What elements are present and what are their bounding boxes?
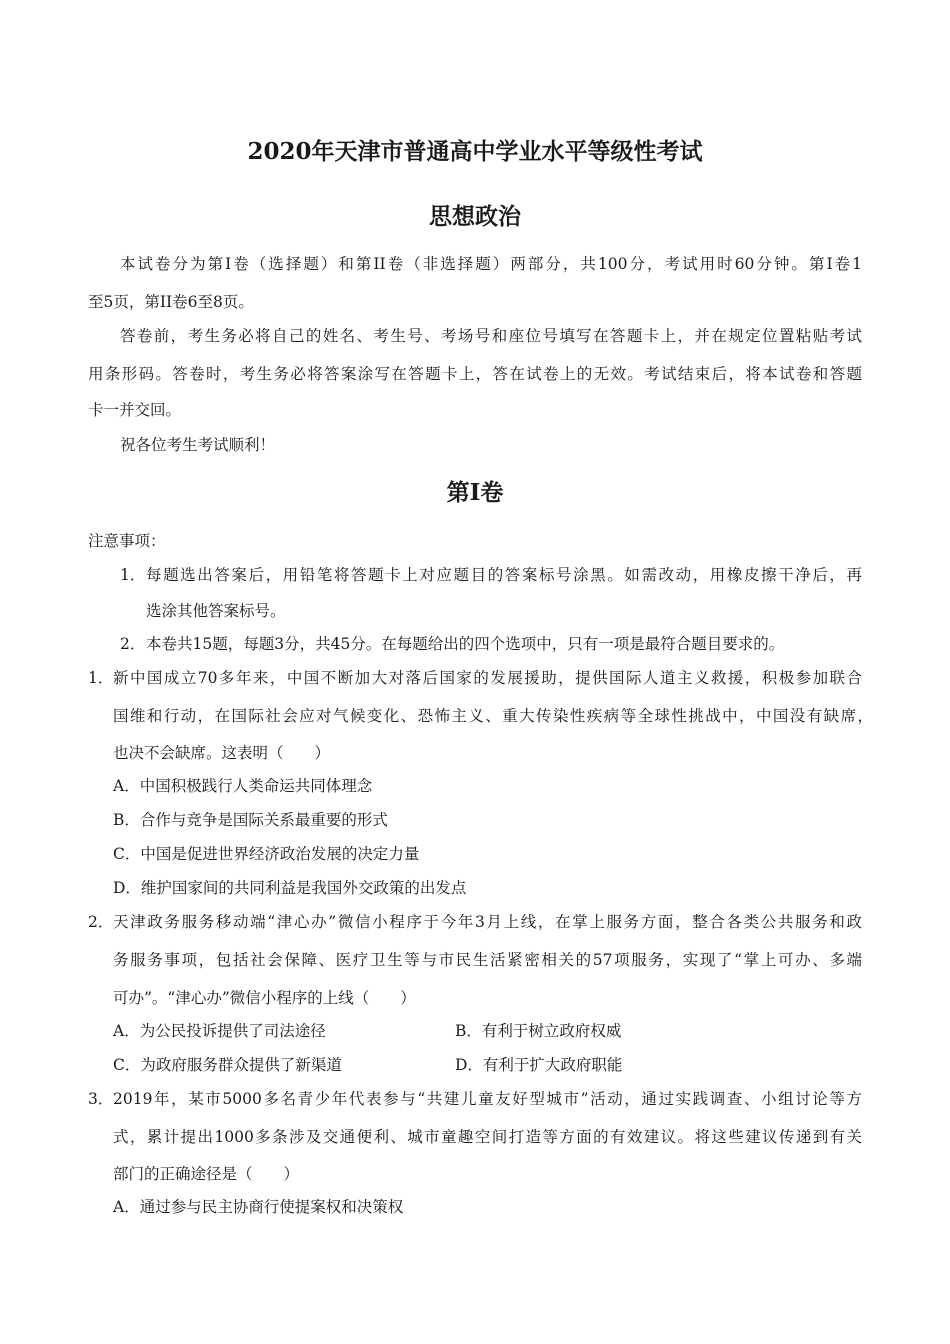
question-3-line-2: 式，累计提出1000多条涉及交通便利、城市童趣空间打造等方面的有效建议。将这些建议传递到有关 — [113, 1128, 862, 1146]
question-1-line-1: 新中国成立70多年来，中国不断加大对落后国家的发展援助，提供国际人道主义救援，积极参加联合 — [113, 669, 862, 687]
question-2-option-a: A．为公民投诉提供了司法途径 — [113, 1022, 326, 1040]
question-2-line-2: 务服务事项，包括社会保障、医疗卫生等与市民生活紧密相关的57项服务，实现了“掌上可办、多端 — [113, 951, 862, 969]
question-2-option-c: C．为政府服务群众提供了新渠道 — [113, 1056, 342, 1074]
question-3-option-a: A．通过参与民主协商行使提案权和决策权 — [113, 1198, 404, 1216]
intro-paragraph-1-line-1: 本试卷分为第I卷（选择题）和第II卷（非选择题）两部分，共100分，考试用时60分钟。第I卷1 — [120, 255, 862, 273]
exam-title: 2020年天津市普通高中学业水平等级性考试 — [247, 138, 703, 165]
intro-paragraph-2-line-1: 答卷前，考生务必将自己的姓名、考生号、考场号和座位号填写在答题卡上，并在规定位置粘贴考试 — [120, 327, 862, 345]
note-2-line-1: 本卷共15题，每题3分，共45分。在每题给出的四个选项中，只有一项是最符合题目要求的。 — [146, 635, 785, 653]
section-title: 第I卷 — [446, 479, 504, 506]
intro-paragraph-2-line-3: 卡一并交回。 — [88, 401, 182, 419]
intro-paragraph-2-line-2: 用条形码。答卷时，考生务必将答案涂写在答题卡上，答在试卷上的无效。考试结束后，将本试卷和答题 — [88, 365, 862, 383]
question-2-option-b: B．有利于树立政府权威 — [455, 1022, 622, 1040]
question-3-number: 3． — [88, 1090, 114, 1108]
note-1-number: 1． — [120, 566, 146, 584]
question-1-option-c: C．中国是促进世界经济政治发展的决定力量 — [113, 845, 420, 863]
question-1-option-b: B．合作与竞争是国际关系最重要的形式 — [113, 811, 388, 829]
notes-label: 注意事项： — [88, 532, 166, 550]
question-1-option-a: A．中国积极践行人类命运共同体理念 — [113, 777, 373, 795]
question-3-line-1: 2019年，某市5000多名青少年代表参与“共建儿童友好型城市”活动，通过实践调查、小组讨论等方 — [113, 1090, 862, 1108]
question-1-line-3: 也决不会缺席。这表明（ ） — [113, 744, 331, 762]
question-1-option-d: D．维护国家间的共同利益是我国外交政策的出发点 — [113, 879, 467, 897]
question-1-line-2: 国维和行动，在国际社会应对气候变化、恐怖主义、重大传染性疾病等全球性挑战中，中国没有缺席， — [113, 707, 873, 725]
note-1-line-1: 每题选出答案后，用铅笔将答题卡上对应题目的答案标号涂黑。如需改动，用橡皮擦干净后，再 — [146, 566, 862, 584]
intro-paragraph-1-line-2: 至5页，第II卷6至8页。 — [88, 293, 254, 311]
note-2-number: 2． — [120, 635, 146, 653]
question-3-line-3: 部门的正确途径是（ ） — [113, 1165, 300, 1183]
question-1-number: 1． — [88, 669, 114, 687]
intro-paragraph-3: 祝各位考生考试顺利！ — [120, 436, 276, 454]
question-2-option-d: D．有利于扩大政府职能 — [455, 1056, 623, 1074]
question-2-line-3: 可办”。“津心办”微信小程序的上线（ ） — [113, 989, 416, 1007]
question-2-line-1: 天津政务服务移动端“津心办”微信小程序于今年3月上线，在掌上服务方面，整合各类公共服务和政 — [113, 913, 862, 931]
subject-title: 思想政治 — [429, 203, 521, 230]
note-1-line-2: 选涂其他答案标号。 — [146, 602, 286, 620]
question-2-number: 2． — [88, 913, 114, 931]
